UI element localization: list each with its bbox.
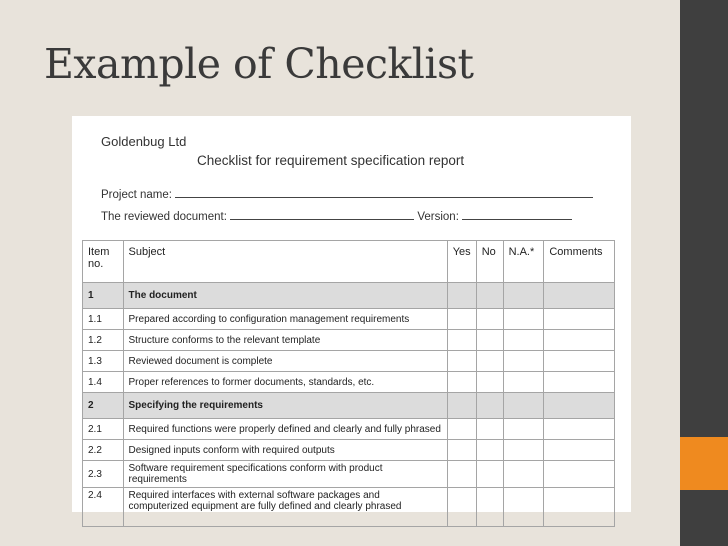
yes-cell bbox=[447, 351, 476, 372]
row-subject: Required functions were properly defined and clearly and fully phrased bbox=[123, 419, 447, 440]
row-item: 1.3 bbox=[83, 351, 124, 372]
row-item: 2.3 bbox=[83, 461, 124, 488]
na-cell bbox=[503, 393, 544, 419]
row-subject: Software requirement specifications conform with product requirements bbox=[123, 461, 447, 488]
comments-cell bbox=[544, 393, 615, 419]
comments-cell bbox=[544, 351, 615, 372]
comments-cell bbox=[544, 440, 615, 461]
project-name-field bbox=[101, 186, 593, 201]
na-cell bbox=[503, 461, 544, 488]
table-row bbox=[83, 351, 615, 372]
header-no: No bbox=[476, 241, 503, 283]
table-row bbox=[83, 419, 615, 440]
reviewed-document-blank bbox=[230, 208, 414, 220]
project-name-label: Project name: bbox=[101, 189, 172, 201]
na-cell bbox=[503, 372, 544, 393]
comments-cell bbox=[544, 330, 615, 351]
table-row bbox=[83, 330, 615, 351]
yes-cell bbox=[447, 330, 476, 351]
header-subject: Subject bbox=[123, 241, 447, 283]
table-row bbox=[83, 372, 615, 393]
table-header-row bbox=[83, 241, 615, 283]
na-cell bbox=[503, 419, 544, 440]
yes-cell bbox=[447, 309, 476, 330]
na-cell bbox=[503, 440, 544, 461]
checklist-table bbox=[82, 240, 615, 527]
table-row bbox=[83, 309, 615, 330]
no-cell bbox=[476, 309, 503, 330]
no-cell bbox=[476, 330, 503, 351]
no-cell bbox=[476, 461, 503, 488]
header-comments: Comments bbox=[544, 241, 615, 283]
no-cell bbox=[476, 488, 503, 527]
na-cell bbox=[503, 283, 544, 309]
reviewed-document-label: The reviewed document: bbox=[101, 211, 227, 223]
document-title: Checklist for requirement specification report bbox=[197, 153, 465, 168]
header-item-no: Item no. bbox=[83, 241, 124, 283]
version-label: Version: bbox=[417, 211, 459, 223]
row-subject: The document bbox=[123, 283, 447, 309]
table-section-row bbox=[83, 393, 615, 419]
yes-cell bbox=[447, 393, 476, 419]
comments-cell bbox=[544, 419, 615, 440]
sidebar-accent-block bbox=[680, 437, 728, 490]
table-row bbox=[83, 440, 615, 461]
table-row bbox=[83, 488, 615, 527]
na-cell bbox=[503, 309, 544, 330]
no-cell bbox=[476, 440, 503, 461]
yes-cell bbox=[447, 283, 476, 309]
row-subject: Structure conforms to the relevant template bbox=[123, 330, 447, 351]
row-item: 2 bbox=[83, 393, 124, 419]
row-item: 1.4 bbox=[83, 372, 124, 393]
reviewed-document-field bbox=[101, 208, 572, 223]
table-section-row bbox=[83, 283, 615, 309]
comments-cell bbox=[544, 372, 615, 393]
row-item: 2.2 bbox=[83, 440, 124, 461]
header-yes: Yes bbox=[447, 241, 476, 283]
row-item: 2.4 bbox=[83, 488, 124, 527]
na-cell bbox=[503, 330, 544, 351]
na-cell bbox=[503, 488, 544, 527]
project-name-blank bbox=[175, 186, 593, 198]
comments-cell bbox=[544, 461, 615, 488]
yes-cell bbox=[447, 461, 476, 488]
row-subject: Required interfaces with external software packages and computerized equipment are fully defined and clearly phrased bbox=[123, 488, 447, 527]
row-item: 2.1 bbox=[83, 419, 124, 440]
comments-cell bbox=[544, 488, 615, 527]
checklist-document-image bbox=[72, 116, 631, 512]
no-cell bbox=[476, 351, 503, 372]
table-row bbox=[83, 461, 615, 488]
yes-cell bbox=[447, 488, 476, 527]
row-item: 1.1 bbox=[83, 309, 124, 330]
slide-title: Example of Checklist bbox=[44, 40, 474, 88]
header-na: N.A.* bbox=[503, 241, 544, 283]
yes-cell bbox=[447, 419, 476, 440]
row-subject: Reviewed document is complete bbox=[123, 351, 447, 372]
na-cell bbox=[503, 351, 544, 372]
no-cell bbox=[476, 419, 503, 440]
row-subject: Proper references to former documents, standards, etc. bbox=[123, 372, 447, 393]
row-subject: Prepared according to configuration management requirements bbox=[123, 309, 447, 330]
row-subject: Designed inputs conform with required outputs bbox=[123, 440, 447, 461]
no-cell bbox=[476, 393, 503, 419]
row-item: 1 bbox=[83, 283, 124, 309]
comments-cell bbox=[544, 309, 615, 330]
company-name: Goldenbug Ltd bbox=[101, 134, 187, 149]
yes-cell bbox=[447, 440, 476, 461]
yes-cell bbox=[447, 372, 476, 393]
version-blank bbox=[462, 208, 572, 220]
comments-cell bbox=[544, 283, 615, 309]
no-cell bbox=[476, 283, 503, 309]
row-subject: Specifying the requirements bbox=[123, 393, 447, 419]
row-item: 1.2 bbox=[83, 330, 124, 351]
no-cell bbox=[476, 372, 503, 393]
